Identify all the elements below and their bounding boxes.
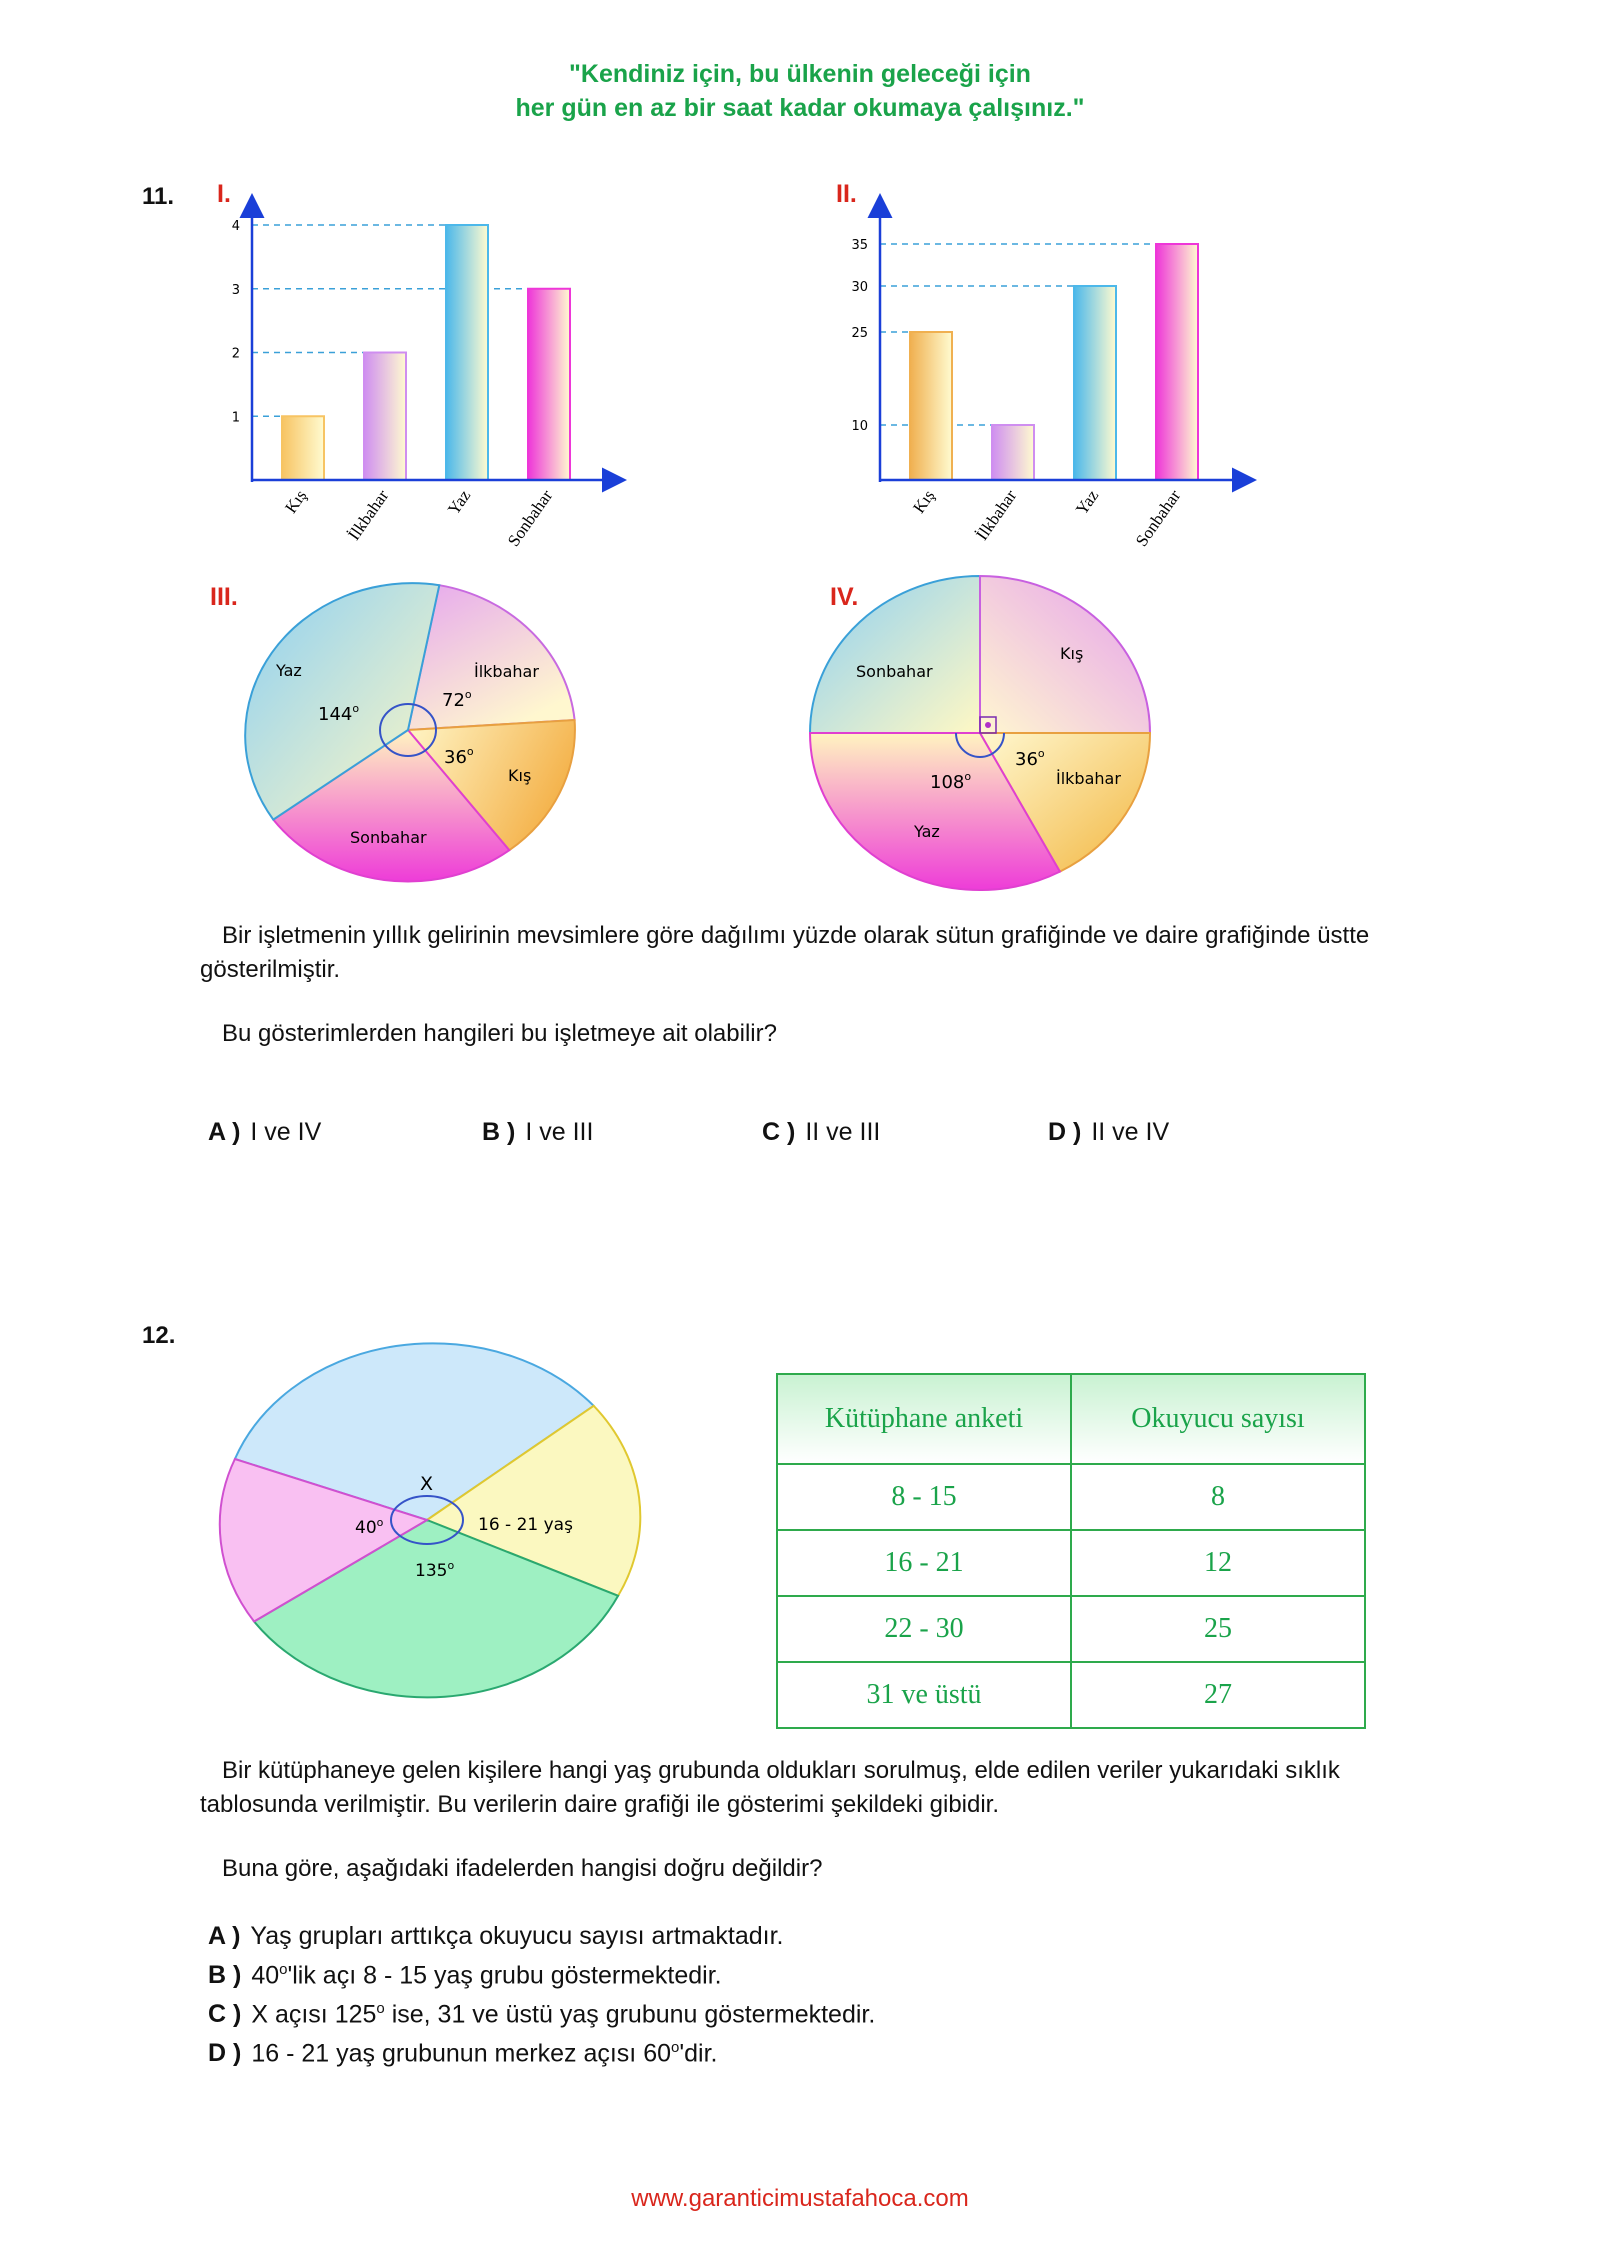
pie-chart-12	[215, 1345, 655, 1695]
quote-line-1: "Kendiniz için, bu ülkenin geleceği için	[569, 60, 1031, 88]
option-11-C[interactable]: C ) II ve III	[762, 1118, 881, 1146]
category-label: İlkbahar	[344, 486, 393, 544]
label-kis: Kış	[1060, 644, 1084, 663]
question-11-paragraph-2: Bu gösterimlerden hangileri bu işletmeye ait olabilir?	[222, 1020, 777, 1047]
bar-3	[1074, 286, 1116, 480]
bar-4	[1156, 244, 1198, 480]
label-yaz: Yaz	[276, 661, 302, 680]
bar-4	[528, 289, 570, 480]
quote-line-2: her gün en az bir saat kadar okumaya çalışınız."	[515, 94, 1085, 122]
table-row	[777, 1596, 1365, 1662]
label-sonbahar: Sonbahar	[856, 662, 933, 681]
angle-72: 72$^o$	[442, 688, 472, 711]
footer-url[interactable]: www.garanticimustafahoca.com	[631, 2185, 969, 2212]
category-label: Kış	[909, 486, 939, 517]
y-tick-label: 25	[851, 326, 868, 341]
table-cell: 31 ve üstü	[777, 1662, 1071, 1728]
question-12-paragraph-1: Bir kütüphaneye gelen kişilere hangi yaş grubunda oldukları sorulmuş, elde edilen veriler yukarıdaki sıklık tablosunda verilmiştir. Bu verilerin daire grafiği ile gösterimi şekildeki gibidir.	[200, 1757, 1340, 1818]
table-cell: 25	[1071, 1596, 1365, 1662]
category-label: Yaz	[443, 486, 475, 519]
table-cell: 8	[1071, 1464, 1365, 1530]
pie-chart-IV	[800, 575, 1170, 895]
bar-2	[364, 353, 406, 481]
option-12-D[interactable]: D ) 16 - 21 yaş grubunun merkez açısı 60$^o$'dir.	[208, 2039, 718, 2068]
label-x: X	[420, 1473, 434, 1495]
bar-chart-II	[830, 190, 1270, 570]
chart-label-III: III.	[210, 583, 238, 611]
bar-1	[282, 416, 324, 480]
table-row	[777, 1662, 1365, 1728]
angle-144: 144$^o$	[318, 702, 360, 725]
table-header: Kütüphane anketi	[777, 1374, 1071, 1464]
label-kis: Kış	[508, 766, 532, 785]
chart-label-I: I.	[217, 180, 231, 208]
table-cell: 27	[1071, 1662, 1365, 1728]
question-11-number: 11.	[142, 183, 175, 210]
table-cell: 22 - 30	[777, 1596, 1071, 1662]
option-11-D[interactable]: D ) II ve IV	[1048, 1118, 1170, 1146]
category-label: Yaz	[1071, 486, 1103, 519]
angle-135: 135$^o$	[415, 1559, 455, 1581]
y-tick-label: 10	[851, 419, 868, 434]
table-cell: 16 - 21	[777, 1530, 1071, 1596]
option-11-B[interactable]: B ) I ve III	[482, 1118, 594, 1146]
label-sonbahar: Sonbahar	[350, 828, 427, 847]
label-ilkbahar: İlkbahar	[474, 662, 539, 681]
y-tick-label: 3	[231, 282, 240, 298]
chart-label-IV: IV.	[830, 583, 859, 611]
category-label: Kış	[281, 486, 311, 517]
category-label: İlkbahar	[972, 486, 1021, 544]
bar-3	[446, 225, 488, 480]
table-cell: 12	[1071, 1530, 1365, 1596]
table-row	[777, 1464, 1365, 1530]
option-12-A[interactable]: A ) Yaş grupları arttıkça okuyucu sayısı artmaktadır.	[208, 1922, 784, 1950]
option-12-C[interactable]: C ) X açısı 125$^o$ ise, 31 ve üstü yaş grubunu göstermektedir.	[208, 2000, 876, 2029]
y-tick-label: 4	[231, 219, 240, 234]
label-16-21: 16 - 21 yaş	[478, 1515, 573, 1535]
y-tick-label: 35	[851, 238, 868, 253]
question-12-number: 12.	[142, 1322, 176, 1349]
table-cell: 8 - 15	[777, 1464, 1071, 1530]
option-11-A[interactable]: A ) I ve IV	[208, 1118, 322, 1146]
angle-108: 108$^o$	[930, 770, 972, 793]
label-yaz: Yaz	[914, 822, 940, 841]
category-label: Sonbahar	[503, 486, 557, 550]
bar-chart-I	[200, 190, 640, 570]
angle-36: 36$^o$	[1015, 747, 1045, 770]
category-label: Sonbahar	[1131, 486, 1185, 550]
table-row	[777, 1530, 1365, 1596]
bar-2	[992, 425, 1034, 480]
option-12-B[interactable]: B ) 40$^o$'lik açı 8 - 15 yaş grubu göstermektedir.	[208, 1961, 722, 1990]
label-ilkbahar: İlkbahar	[1056, 769, 1121, 788]
angle-36: 36$^o$	[444, 745, 474, 768]
question-11-paragraph-1: Bir işletmenin yıllık gelirinin mevsimlere göre dağılımı yüzde olarak sütun grafiğinde ve daire grafiğinde üstte gösterilmiştir.	[200, 922, 1370, 983]
pie-chart-III	[230, 575, 590, 895]
bar-1	[910, 332, 952, 480]
right-angle-dot	[985, 722, 991, 728]
slice-sonbahar	[810, 576, 980, 733]
table-header: Okuyucu sayısı	[1071, 1374, 1365, 1464]
table-header-row	[777, 1374, 1365, 1464]
angle-40: 40$^o$	[355, 1516, 384, 1538]
library-survey-table	[776, 1373, 1366, 1729]
y-tick-label: 30	[851, 280, 868, 295]
question-12-paragraph-2: Buna göre, aşağıdaki ifadelerden hangisi doğru değildir?	[222, 1855, 823, 1882]
y-tick-label: 1	[231, 410, 240, 426]
chart-label-II: II.	[836, 180, 857, 208]
y-tick-label: 2	[231, 346, 240, 362]
